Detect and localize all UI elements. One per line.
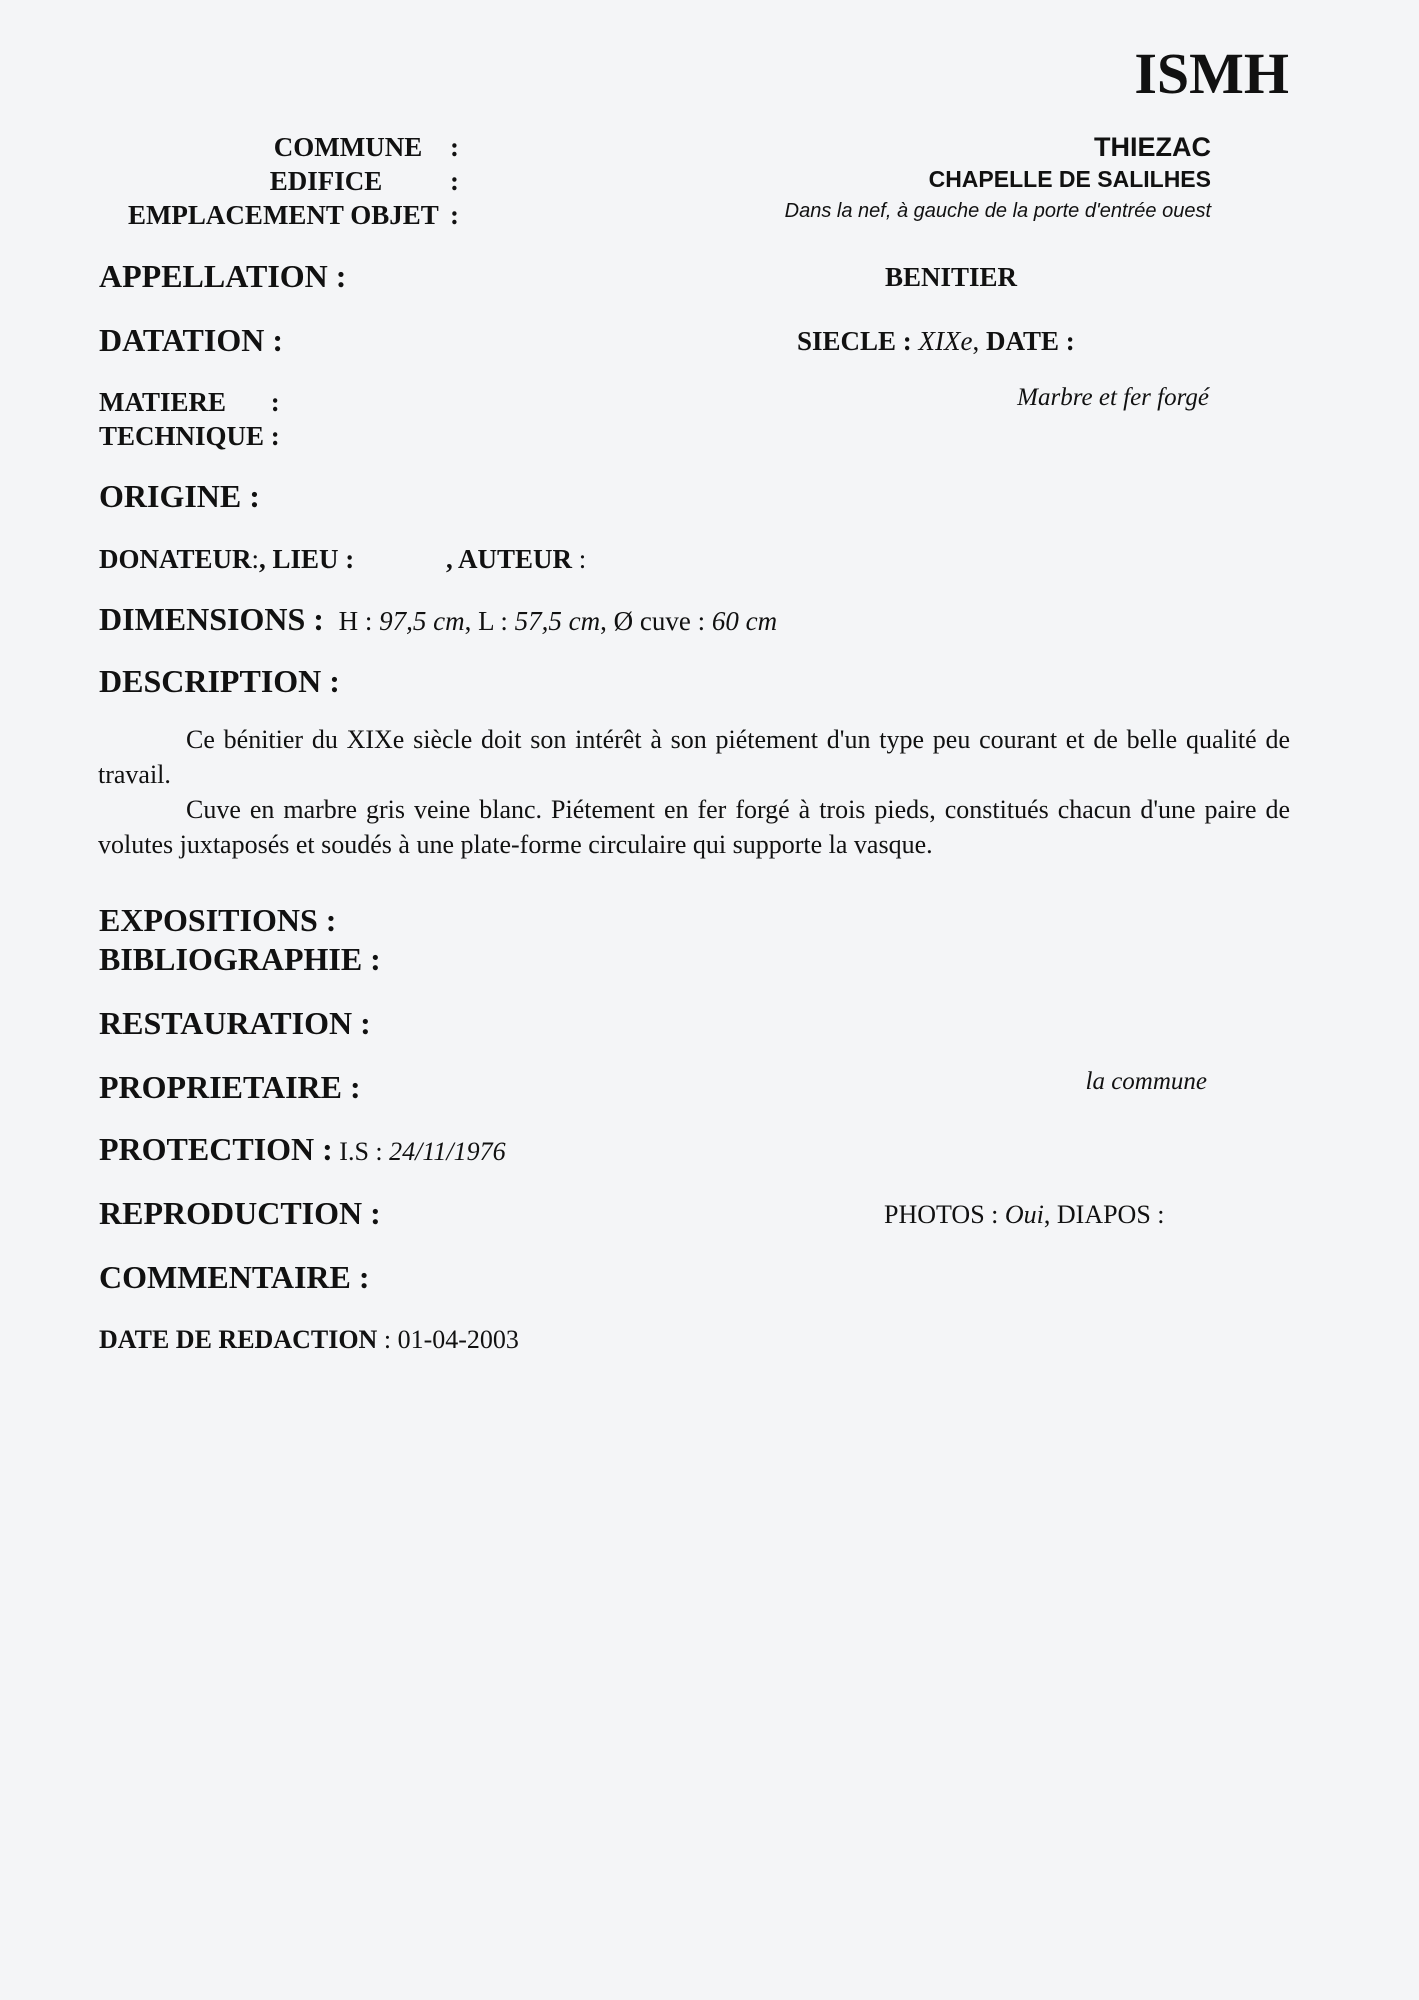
donateur-label-text: DONATEUR xyxy=(99,544,252,574)
photos-label: PHOTOS : xyxy=(884,1200,999,1229)
siecle-label: SIECLE : xyxy=(797,326,912,356)
protection-date: 24/11/1976 xyxy=(389,1137,506,1166)
dimensions-row xyxy=(99,601,777,638)
matiere-label: MATIERE xyxy=(99,387,227,417)
siecle-value: XIXe xyxy=(918,326,973,356)
emplacement-label: EMPLACEMENT OBJET xyxy=(127,200,439,230)
appellation-value: BENITIER xyxy=(885,262,1018,292)
datation-values: SIECLE : XIXe, DATE : xyxy=(797,326,1075,356)
diapos-label: , DIAPOS : xyxy=(1043,1200,1165,1229)
matiere-value: Marbre et fer forgé xyxy=(1017,384,1209,411)
proprietaire-label: PROPRIETAIRE : xyxy=(99,1069,361,1105)
reproduction-values xyxy=(884,1200,1165,1230)
commune-colon: : xyxy=(450,132,459,162)
technique-label: TECHNIQUE : xyxy=(99,421,280,451)
redaction-row xyxy=(99,1325,519,1355)
matiere-colon: : xyxy=(270,387,280,417)
l-label: , L : xyxy=(464,606,508,636)
edifice-colon: : xyxy=(450,166,459,196)
datation-label: DATATION : xyxy=(99,322,283,358)
edifice-label: EDIFICE xyxy=(269,166,383,196)
bibliographie-label: BIBLIOGRAPHIE : xyxy=(99,941,381,977)
restauration-label: RESTAURATION : xyxy=(99,1005,371,1041)
emplacement-colon: : xyxy=(450,200,459,230)
protection-label: PROTECTION : xyxy=(99,1131,333,1167)
date-label: DATE : xyxy=(986,326,1075,356)
header-labels xyxy=(128,130,459,232)
dimensions-label: DIMENSIONS : xyxy=(99,601,324,637)
l-value: 57,5 cm xyxy=(514,606,601,636)
redaction-label: DATE DE REDACTION xyxy=(99,1325,378,1354)
lieu-label: , LIEU : xyxy=(259,544,355,574)
protection-type: I.S : xyxy=(339,1137,383,1166)
header-values xyxy=(785,131,1211,227)
auteur-colon: : xyxy=(578,544,587,574)
donateur-colon: : xyxy=(251,544,260,574)
expositions-label: EXPOSITIONS : xyxy=(99,902,337,938)
origine-label: ORIGINE : xyxy=(99,478,260,514)
description-paragraph-1: Ce bénitier du XIXe siècle doit son intérêt à son piétement d'un type peu courant et de belle qualité de travail. xyxy=(98,725,1290,789)
description-label: DESCRIPTION : xyxy=(99,663,340,699)
protection-row xyxy=(99,1131,506,1168)
emplacement-row xyxy=(128,198,459,232)
h-value: 97,5 cm xyxy=(379,606,465,636)
emplacement-value: Dans la nef, à gauche de la porte d'entrée ouest xyxy=(784,200,1211,222)
edifice-row xyxy=(128,164,459,198)
matiere-row xyxy=(99,385,280,419)
donateur-label xyxy=(99,544,354,575)
description-text xyxy=(98,722,1290,862)
cuve-value: 60 cm xyxy=(711,606,778,636)
commune-label: COMMUNE xyxy=(273,132,423,162)
edifice-value: CHAPELLE DE SALILHES xyxy=(928,166,1211,192)
h-label: H : xyxy=(338,606,373,636)
auteur-label-text: , AUTEUR xyxy=(446,544,573,574)
matiere-labels xyxy=(99,385,280,453)
auteur-label xyxy=(446,544,586,575)
proprietaire-value: la commune xyxy=(1085,1068,1207,1095)
commune-row xyxy=(128,130,459,164)
appellation-label: APPELLATION : xyxy=(99,258,347,294)
commentaire-label: COMMENTAIRE : xyxy=(99,1259,370,1295)
redaction-value: 01-04-2003 xyxy=(397,1325,519,1354)
reproduction-label: REPRODUCTION : xyxy=(99,1195,381,1231)
commune-value: THIEZAC xyxy=(1094,132,1211,162)
cuve-label: , Ø cuve : xyxy=(600,606,706,636)
photos-value: Oui xyxy=(1004,1200,1044,1229)
description-paragraph-2: Cuve en marbre gris veine blanc. Piétement en fer forgé à trois pieds, constitués chacun d'une paire de volutes juxtaposés et soudés à une plate-forme circulaire qui supporte la vasque. xyxy=(98,795,1290,859)
document-code: ISMH xyxy=(1134,41,1289,106)
redaction-colon: : xyxy=(377,1325,392,1354)
